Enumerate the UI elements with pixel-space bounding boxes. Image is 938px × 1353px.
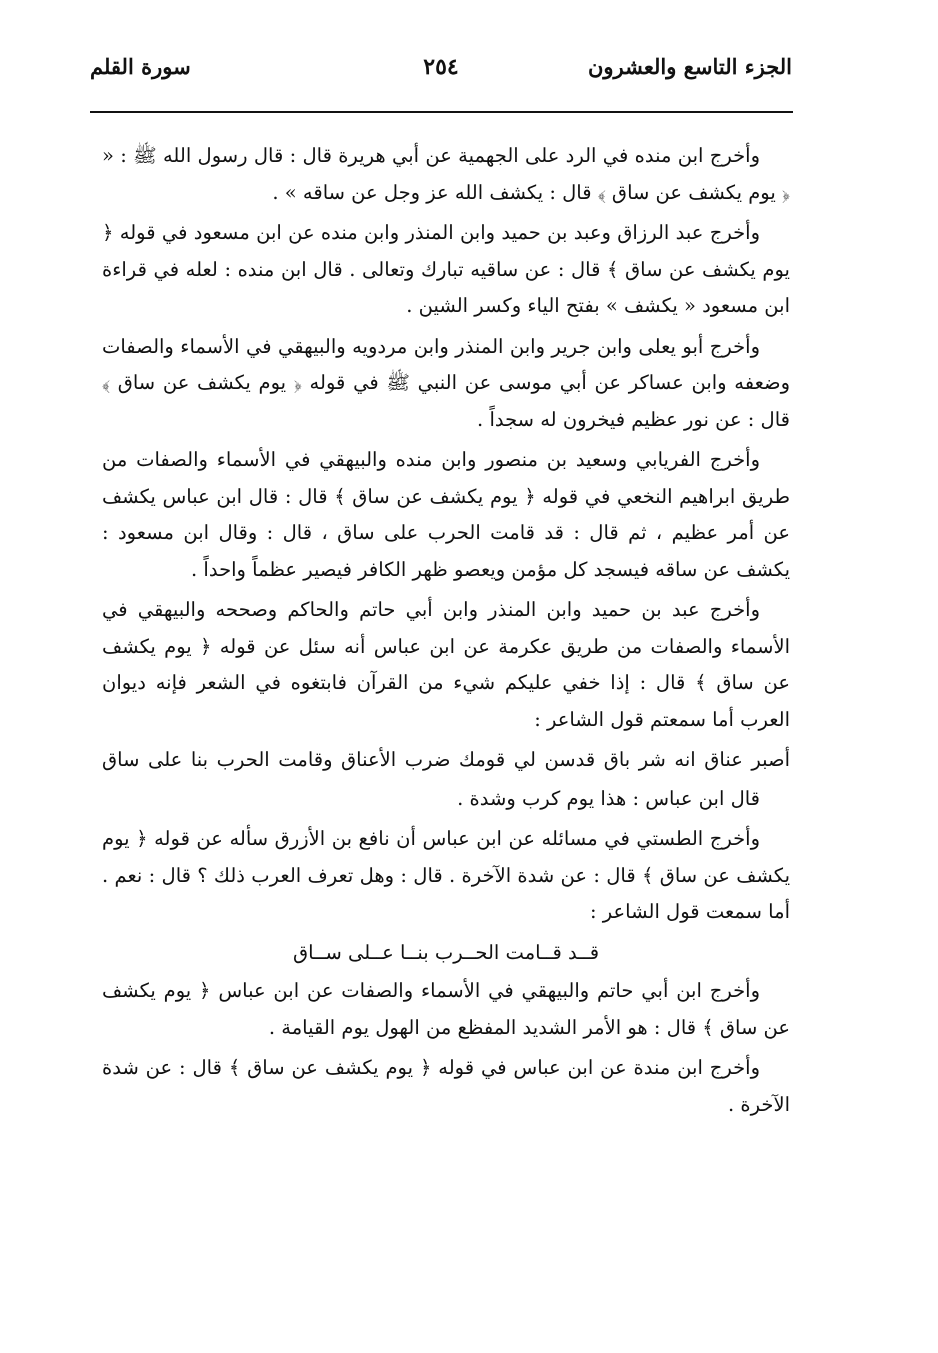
poem-verse-1: أصبر عناق انه شر باق قدسن لي قومك ضرب الأعناق وقامت الحرب بنا على ساق [102,748,790,771]
page-header [90,54,792,94]
paragraph-8: وأخرج ابن مندة عن ابن عباس في قوله ﴿ يوم يكشف عن ساق ﴾ قال : عن شدة الآخرة . [102,1056,790,1116]
paragraph-6: وأخرج الطستي في مسائله عن ابن عباس أن نافع بن الأزرق سأله عن قوله ﴿ يوم يكشف عن ساق ﴾ قال : عن شدة الآخرة . قال : وهل تعرف العرب ذلك ؟ قال : نعم . أما سمعت قول الشاعر : [102,827,790,923]
paragraph-3: وأخرج أبو يعلى وابن جرير وابن المنذر وابن مردويه والبيهقي في الأسماء والصفات وضعفه وابن عساكر عن أبي موسى عن النبي ﷺ في قوله ﴿ يوم يكشف عن ساق ﴾ قال : عن نور عظيم فيخرون له سجداً . [102,334,790,431]
part-title: الجزء التاسع والعشرون [587,54,792,79]
paragraph-5: وأخرج عبد بن حميد وابن المنذر وابن أبي حاتم والحاكم وصححه والبيهقي في الأسماء والصفات من طريق عكرمة عن ابن عباس أنه سئل عن قوله ﴿ يوم يكشف عن ساق ﴾ قال : إذا خفي عليكم شيء من القرآن فابتغوه في الشعر فإنه ديوان العرب أما سمعتم قول الشاعر : [102,598,790,731]
page-number: ٢٥٤ [423,54,459,80]
paragraph-2: وأخرج عبد الرزاق وعبد بن حميد وابن المنذر وابن منده عن ابن مسعود في قوله ﴿ يوم يكشف عن ساق ﴾ قال : عن ساقيه تبارك وتعالى . قال ابن منده : لعله في قراءة ابن مسعود « يكشف » بفتح الياء وكسر الشين . [102,221,790,317]
header-rule [90,111,793,113]
surah-title: سورة القلم [90,54,191,79]
paragraph-1: وأخرج ابن منده في الرد على الجهمية عن أبي هريرة قال : قال رسول الله ﷺ : « ﴿ يوم يكشف عن ساق ﴾ قال : يكشف الله عز وجل عن ساقه » . [102,144,790,204]
page-body [102,138,790,1127]
paragraph-7: وأخرج ابن أبي حاتم والبيهقي في الأسماء والصفات عن ابن عباس ﴿ يوم يكشف عن ساق ﴾ قال : هو الأمر الشديد المفظع من الهول يوم القيامة . [102,979,790,1039]
paragraph-4: وأخرج الفريابي وسعيد بن منصور وابن منده والبيهقي في الأسماء والصفات من طريق ابراهيم النخعي في قوله ﴿ يوم يكشف عن ساق ﴾ قال : قال ابن عباس يكشف عن أمر عظيم ، ثم قال : قد قامت الحرب على ساق ، قال : وقال ابن مسعود : يكشف عن ساقه فيسجد كل مؤمن ويعصو ظهر الكافر فيصير عظماً واحداً . [102,448,790,581]
poem-verse-2: قــد قــامت الحــرب بنــا عــلى ســاق [292,940,600,964]
verse-commentary: قال ابن عباس : هذا يوم كرب وشدة . [457,786,760,810]
